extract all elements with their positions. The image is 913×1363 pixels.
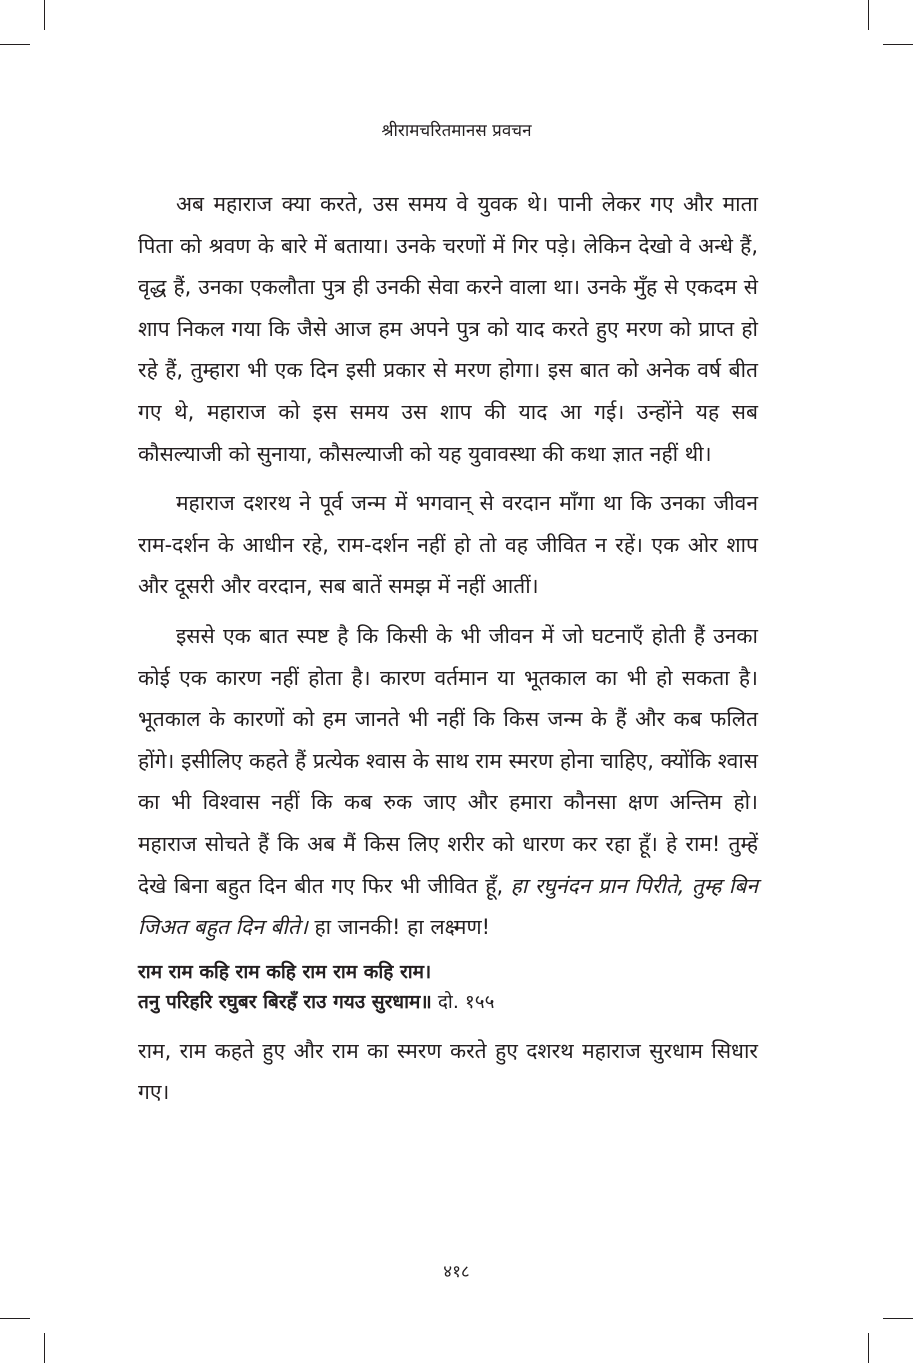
paragraph-4: राम, राम कहते हुए और राम का स्मरण करते हुए दशरथ महाराज सुरधाम सिधार गए। xyxy=(138,1038,758,1105)
paragraph-3-quote: हा रघुनंदन प्रान पिरीते, तुम्ह बिन जिअत बहुत दिन बीते। xyxy=(138,873,758,940)
body-text xyxy=(138,184,758,1114)
running-head: श्रीरामचरितमानस प्रवचन xyxy=(381,121,532,141)
doha-verse xyxy=(138,957,758,1017)
crop-mark-top-left-horizontal xyxy=(0,44,30,45)
crop-mark-bottom-left-vertical xyxy=(44,1333,45,1363)
verse-line-1: राम राम कहि राम कहि राम राम कहि राम। xyxy=(138,960,432,983)
page-number: ४१८ xyxy=(443,1262,470,1282)
paragraph-1: अब महाराज क्या करते, उस समय वे युवक थे। पानी लेकर गए और माता पिता को श्रवण के बारे में बताया। उनके चरणों में गिर पड़े। लेकिन देखो वे अन्धे हैं, वृद्ध हैं, उनका एकलौता पुत्र ही उनकी सेवा करने वाला था। उनके मुँह से एकदम से शाप निकल गया कि जैसे आज हम अपने पुत्र को याद करते हुए मरण को प्राप्त हो रहे हैं, तुम्हारा भी एक दिन इसी प्रकार से मरण होगा। इस बात को अनेक वर्ष बीत गए थे, महाराज को इस समय उस शाप की याद आ गई। उन्होंने यह सब कौसल्याजी को सुनाया, कौसल्याजी को यह युवावस्था की कथा ज्ञात नहीं थी। xyxy=(138,192,758,466)
verse-line-2: तनु परिहरि रघुबर बिरहँ राउ गयउ सुरधाम॥ xyxy=(138,990,432,1013)
paragraph-2: महाराज दशरथ ने पूर्व जन्म में भगवान् से वरदान माँगा था कि उनका जीवन राम-दर्शन के आधीन रहे, राम-दर्शन नहीं हो तो वह जीवित न रहें। एक ओर शाप और दूसरी और वरदान, सब बातें समझ में नहीं आतीं। xyxy=(138,491,758,599)
paragraph-3 xyxy=(138,616,758,949)
paragraph-3-text: इससे एक बात स्पष्ट है कि किसी के भी जीवन में जो घटनाएँ होती हैं उनका कोई एक कारण नहीं होता है। कारण वर्तमान या भूतकाल का भी हो सकता है। भूतकाल के कारणों को हम जानते भी नहीं कि किस जन्म के हैं और कब फलित होंगे। इसीलिए कहते हैं प्रत्येक श्वास के साथ राम स्मरण होना चाहिए, क्योंकि श्वास का भी विश्वास नहीं कि कब रुक जाए और हमारा कौनसा क्षण अन्तिम हो। महाराज सोचते हैं कि अब मैं किस लिए शरीर को धारण कर रहा हूँ। हे राम! तुम्हें देखे बिना बहुत दिन बीत गए फिर भी जीवित हूँ, xyxy=(138,623,758,898)
crop-mark-top-right-vertical xyxy=(868,0,869,30)
crop-mark-bottom-right-horizontal xyxy=(883,1318,913,1319)
crop-mark-bottom-left-horizontal xyxy=(0,1318,30,1319)
verse-reference: दो. १५५ xyxy=(437,990,495,1013)
crop-mark-top-right-horizontal xyxy=(883,44,913,45)
paragraph-3-end: हा जानकी! हा लक्ष्मण! xyxy=(314,915,491,940)
crop-mark-bottom-right-vertical xyxy=(868,1333,869,1363)
crop-mark-top-left-vertical xyxy=(44,0,45,30)
verse-line-2-row xyxy=(138,987,758,1017)
